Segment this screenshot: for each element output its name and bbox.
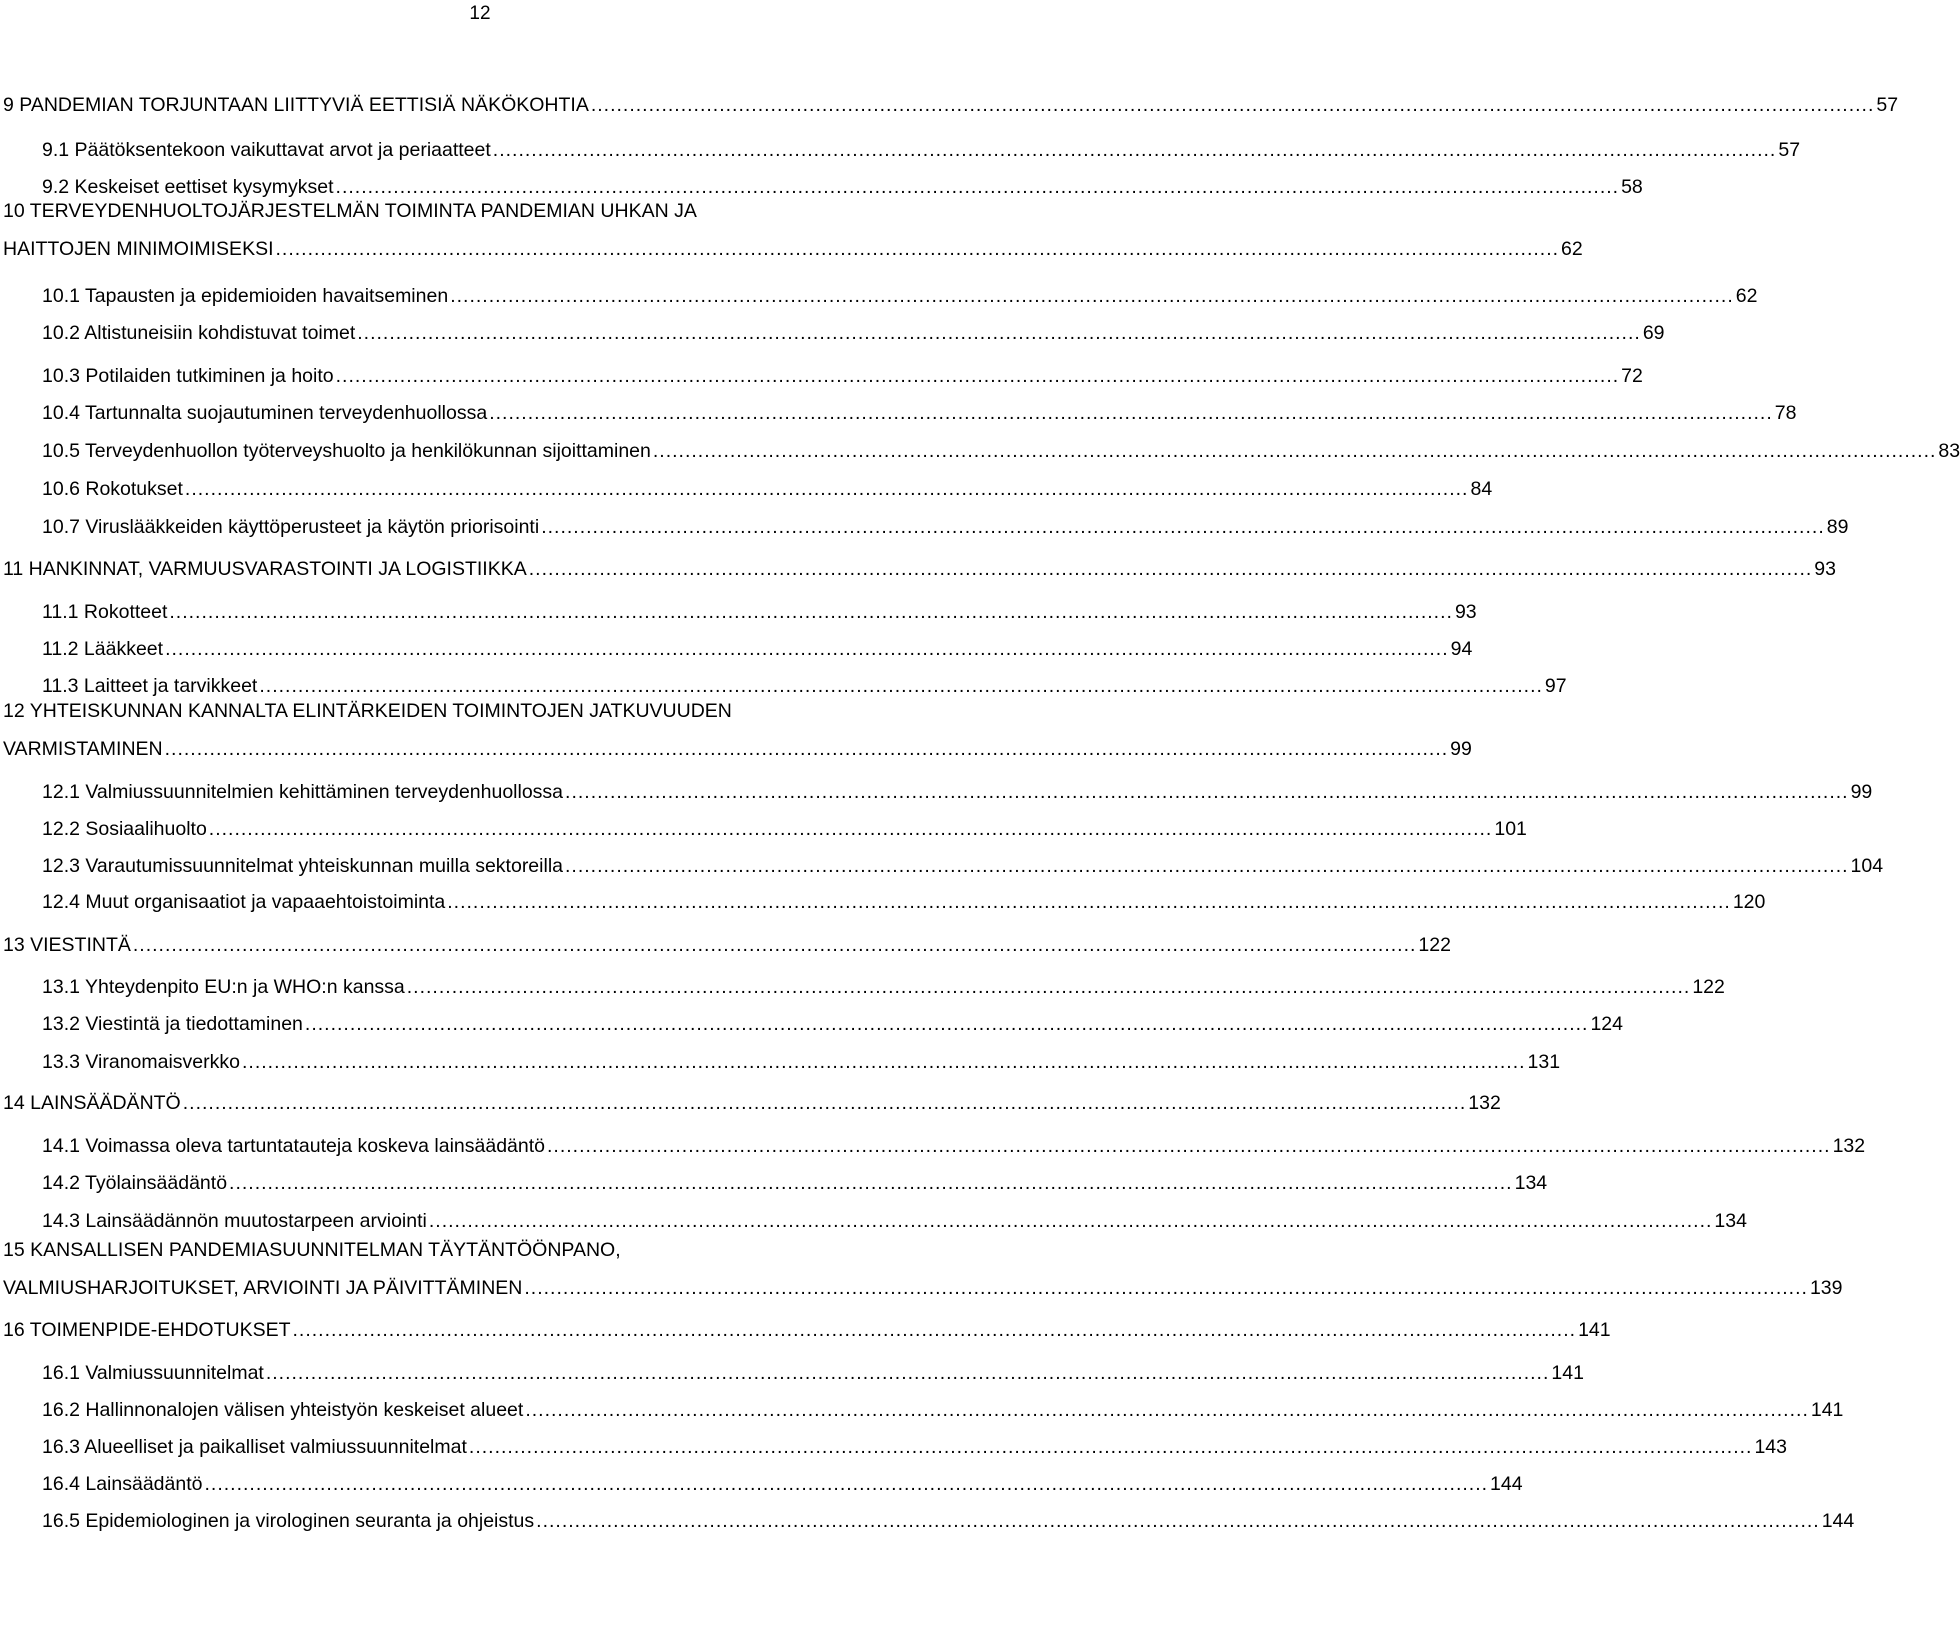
toc-entry-page: 124 [1590,1013,1623,1035]
toc-entry-title: 10.1 Tapausten ja epidemioiden havaitseminen [42,285,449,307]
dot-leader: ........................................................................................................................................................................................................ [565,855,1849,877]
toc-entry-page: 69 [1642,322,1665,344]
dot-leader: ........................................................................................................................................................................................................ [335,365,1620,387]
toc-entry-title: 11 HANKINNAT, VARMUUSVARASTOINTI JA LOGISTIIKKA [3,558,527,580]
toc-entry-title-line: 10 TERVEYDENHUOLTOJÄRJESTELMÄN TOIMINTA PANDEMIAN UHKAN JA [3,200,697,222]
toc-entry-title: 16.4 Lainsäädäntö [42,1473,203,1495]
toc-entry-title: 14.2 Työlainsäädäntö [42,1172,228,1194]
dot-leader: ........................................................................................................................................................................................................ [184,478,1469,500]
dot-leader: ........................................................................................................................................................................................................ [489,402,1773,424]
toc-entry-page: 62 [1561,238,1583,260]
dot-leader: ........................................................................................................................................................................................................ [428,1210,1713,1232]
toc-entry-first-line [0,1237,960,1263]
dot-leader: ........................................................................................................................................................................................................ [204,1473,1489,1495]
toc-entry-title: 13 VIESTINTÄ [3,934,131,956]
toc-entry-page: 78 [1774,402,1797,424]
dot-leader: ........................................................................................................................................................................................................ [132,934,1417,956]
toc-entry-page: 101 [1494,818,1527,840]
toc-entry[interactable] [0,236,1583,262]
toc-entry-page: 144 [1490,1473,1523,1495]
toc-entry-page: 132 [1468,1092,1501,1114]
toc-entry-page: 141 [1578,1319,1611,1341]
toc-entry-title: 10.5 Terveydenhuollon työterveyshuolto ja henkilökunnan sijoittaminen [42,440,651,462]
toc-entry-title: 10.6 Rokotukset [42,478,183,500]
toc-entry-title-line: 15 KANSALLISEN PANDEMIASUUNNITELMAN TÄYTÄNTÖÖNPANO, [3,1239,621,1261]
toc-entry-title-line: 12 YHTEISKUNNAN KANNALTA ELINTÄRKEIDEN TOIMINTOJEN JATKUVUUDEN [3,700,732,722]
toc-entry[interactable] [0,1049,1561,1075]
toc-entry-title: 9.2 Keskeiset eettiset kysymykset [42,176,334,198]
toc-entry[interactable] [0,736,1472,762]
dot-leader: ........................................................................................................................................................................................................ [265,1362,1550,1384]
toc-entry[interactable] [0,514,1849,540]
toc-entry[interactable] [0,932,1451,958]
toc-entry-title: 10.3 Potilaiden tutkiminen ja hoito [42,365,334,387]
toc-entry[interactable] [0,1360,1584,1386]
dot-leader: ........................................................................................................................................................................................................ [492,139,1777,161]
toc-entry-title: 11.3 Laitteet ja tarvikkeet [42,675,258,697]
toc-entry-title: 16.2 Hallinnonalojen välisen yhteistyön keskeiset alueet [42,1399,524,1421]
toc-entry[interactable] [0,363,1643,389]
toc-entry[interactable] [0,556,1836,582]
dot-leader: ........................................................................................................................................................................................................ [259,675,1543,697]
toc-entry-page: 139 [1809,1277,1843,1299]
toc-entry-page: 94 [1450,638,1473,660]
dot-leader: ........................................................................................................................................................................................................ [164,738,1449,760]
toc-entry-page: 132 [1832,1135,1866,1157]
toc-entry[interactable] [0,974,1725,1000]
toc-entry-title: 11.1 Rokotteet [42,601,168,623]
dot-leader: ........................................................................................................................................................................................................ [357,322,1641,344]
dot-leader: ........................................................................................................................................................................................................ [304,1013,1589,1035]
toc-entry-page: 57 [1876,94,1899,116]
toc-entry[interactable] [0,400,1797,426]
dot-leader: ........................................................................................................................................................................................................ [536,1510,1820,1532]
toc-entry[interactable] [0,1170,1548,1196]
dot-leader: ........................................................................................................................................................................................................ [406,976,1691,998]
dot-leader: ........................................................................................................................................................................................................ [590,94,1875,116]
toc-entry-page: 99 [1850,781,1873,803]
toc-entry-title: 12.1 Valmiussuunnitelmien kehittäminen terveydenhuollossa [42,781,564,803]
toc-entry-page: 141 [1810,1399,1844,1421]
toc-entry[interactable] [0,673,1567,699]
dot-leader: ........................................................................................................................................................................................................ [468,1436,1753,1458]
toc-entry-title: 13.2 Viestintä ja tiedottaminen [42,1013,303,1035]
toc-entry-first-line [0,198,960,224]
toc-entry-title: 11.2 Lääkkeet [42,638,164,660]
dot-leader: ........................................................................................................................................................................................................ [524,1277,1808,1299]
toc-entry[interactable] [0,1471,1523,1497]
toc-entry-title: 10.2 Altistuneisiin kohdistuvat toimet [42,322,356,344]
toc-entry[interactable] [0,283,1758,309]
toc-entry-first-line [0,698,960,724]
toc-entry-title: VALMIUSHARJOITUKSET, ARVIOINTI JA PÄIVITTÄMINEN [3,1277,523,1299]
toc-entry[interactable] [0,438,1960,464]
dot-leader: ........................................................................................................................................................................................................ [565,781,1849,803]
toc-entry[interactable] [0,1275,1843,1301]
toc-entry[interactable] [0,1397,1844,1423]
toc-entry-title: 12.2 Sosiaalihuolto [42,818,207,840]
toc-entry[interactable] [0,1317,1611,1343]
toc-entry-title: HAITTOJEN MINIMOIMISEKSI [3,238,274,260]
toc-entry-page: 93 [1814,558,1836,580]
toc-entry-title: VARMISTAMINEN [3,738,163,760]
toc-entry-title: 16.5 Epidemiologinen ja virologinen seuranta ja ohjeistus [42,1510,535,1532]
toc-entry-title: 14 LAINSÄÄDÄNTÖ [3,1092,181,1114]
toc-entry[interactable] [0,1090,1501,1116]
dot-leader: ........................................................................................................................................................................................................ [528,558,1813,580]
dot-leader: ........................................................................................................................................................................................................ [169,601,1453,623]
toc-entry[interactable] [0,889,1766,915]
toc-entry[interactable] [0,320,1665,346]
toc-entry-page: 134 [1514,1172,1548,1194]
toc-entry[interactable] [0,476,1493,502]
dot-leader: ........................................................................................................................................................................................................ [335,176,1620,198]
page-number: 12 [469,3,491,24]
toc-entry-page: 122 [1692,976,1725,998]
toc-entry-title: 13.1 Yhteydenpito EU:n ja WHO:n kanssa [42,976,405,998]
toc-entry[interactable] [0,137,1801,163]
dot-leader: ........................................................................................................................................................................................................ [275,238,1560,260]
toc-entry-title: 9 PANDEMIAN TORJUNTAAN LIITTYVIÄ EETTISIÄ NÄKÖKOHTIA [3,94,589,116]
toc-entry[interactable] [0,636,1473,662]
dot-leader: ........................................................................................................................................................................................................ [229,1172,1513,1194]
toc-entry[interactable] [0,599,1477,625]
toc-entry-page: 104 [1850,855,1884,877]
toc-entry-page: 83 [1938,440,1960,462]
toc-entry-title: 16.3 Alueelliset ja paikalliset valmiussuunnitelmat [42,1436,467,1458]
dot-leader: ........................................................................................................................................................................................................ [547,1135,1831,1157]
toc-entry[interactable] [0,1508,1855,1534]
dot-leader: ........................................................................................................................................................................................................ [450,285,1734,307]
toc-entry-page: 141 [1551,1362,1584,1384]
toc-entry-page: 62 [1735,285,1758,307]
toc-entry-page: 89 [1826,516,1849,538]
toc-entry[interactable] [0,853,1884,879]
dot-leader: ........................................................................................................................................................................................................ [208,818,1493,840]
toc-entry[interactable] [0,1208,1747,1234]
toc-entry-title: 12.4 Muut organisaatiot ja vapaaehtoistoiminta [42,891,446,913]
dot-leader: ........................................................................................................................................................................................................ [541,516,1825,538]
toc-entry-page: 122 [1418,934,1451,956]
toc-entry-page: 144 [1821,1510,1855,1532]
toc-entry-page: 134 [1714,1210,1747,1232]
toc-entry-page: 97 [1544,675,1567,697]
dot-leader: ........................................................................................................................................................................................................ [242,1051,1526,1073]
toc-entry-title: 14.1 Voimassa oleva tartuntatauteja koskeva lainsäädäntö [42,1135,546,1157]
toc-entry-title: 9.1 Päätöksentekoon vaikuttavat arvot ja periaatteet [42,139,491,161]
toc-entry-page: 93 [1454,601,1477,623]
toc-entry-page: 72 [1621,365,1643,387]
toc-entry-page: 131 [1527,1051,1561,1073]
dot-leader: ........................................................................................................................................................................................................ [525,1399,1809,1421]
toc-entry-page: 58 [1621,176,1643,198]
dot-leader: ........................................................................................................................................................................................................ [292,1319,1577,1341]
dot-leader: ........................................................................................................................................................................................................ [447,891,1731,913]
dot-leader: ........................................................................................................................................................................................................ [165,638,1449,660]
toc-entry[interactable] [0,1011,1623,1037]
toc-entry[interactable] [0,92,1899,118]
toc-entry-title: 16 TOIMENPIDE-EHDOTUKSET [3,1319,291,1341]
toc-entry-page: 120 [1732,891,1766,913]
toc-entry[interactable] [0,1434,1787,1460]
toc-entry-page: 57 [1778,139,1801,161]
toc-entry-page: 143 [1754,1436,1787,1458]
toc-entry-title: 10.7 Viruslääkkeiden käyttöperusteet ja käytön priorisointi [42,516,540,538]
toc-entry-title: 13.3 Viranomaisverkko [42,1051,240,1073]
toc-entry-title: 16.1 Valmiussuunnitelmat [42,1362,264,1384]
toc-entry[interactable] [0,779,1873,805]
toc-entry-title: 12.3 Varautumissuunnitelmat yhteiskunnan muilla sektoreilla [42,855,563,877]
toc-entry[interactable] [0,1133,1866,1159]
toc-entry-title: 10.4 Tartunnalta suojautuminen terveydenhuollossa [42,402,488,424]
toc-entry-page: 84 [1470,478,1493,500]
dot-leader: ........................................................................................................................................................................................................ [182,1092,1467,1114]
dot-leader: ........................................................................................................................................................................................................ [652,440,1937,462]
toc-entry[interactable] [0,174,1643,200]
toc-entry[interactable] [0,816,1527,842]
toc-entry-page: 99 [1450,738,1472,760]
toc-entry-title: 14.3 Lainsäädännön muutostarpeen arviointi [42,1210,427,1232]
